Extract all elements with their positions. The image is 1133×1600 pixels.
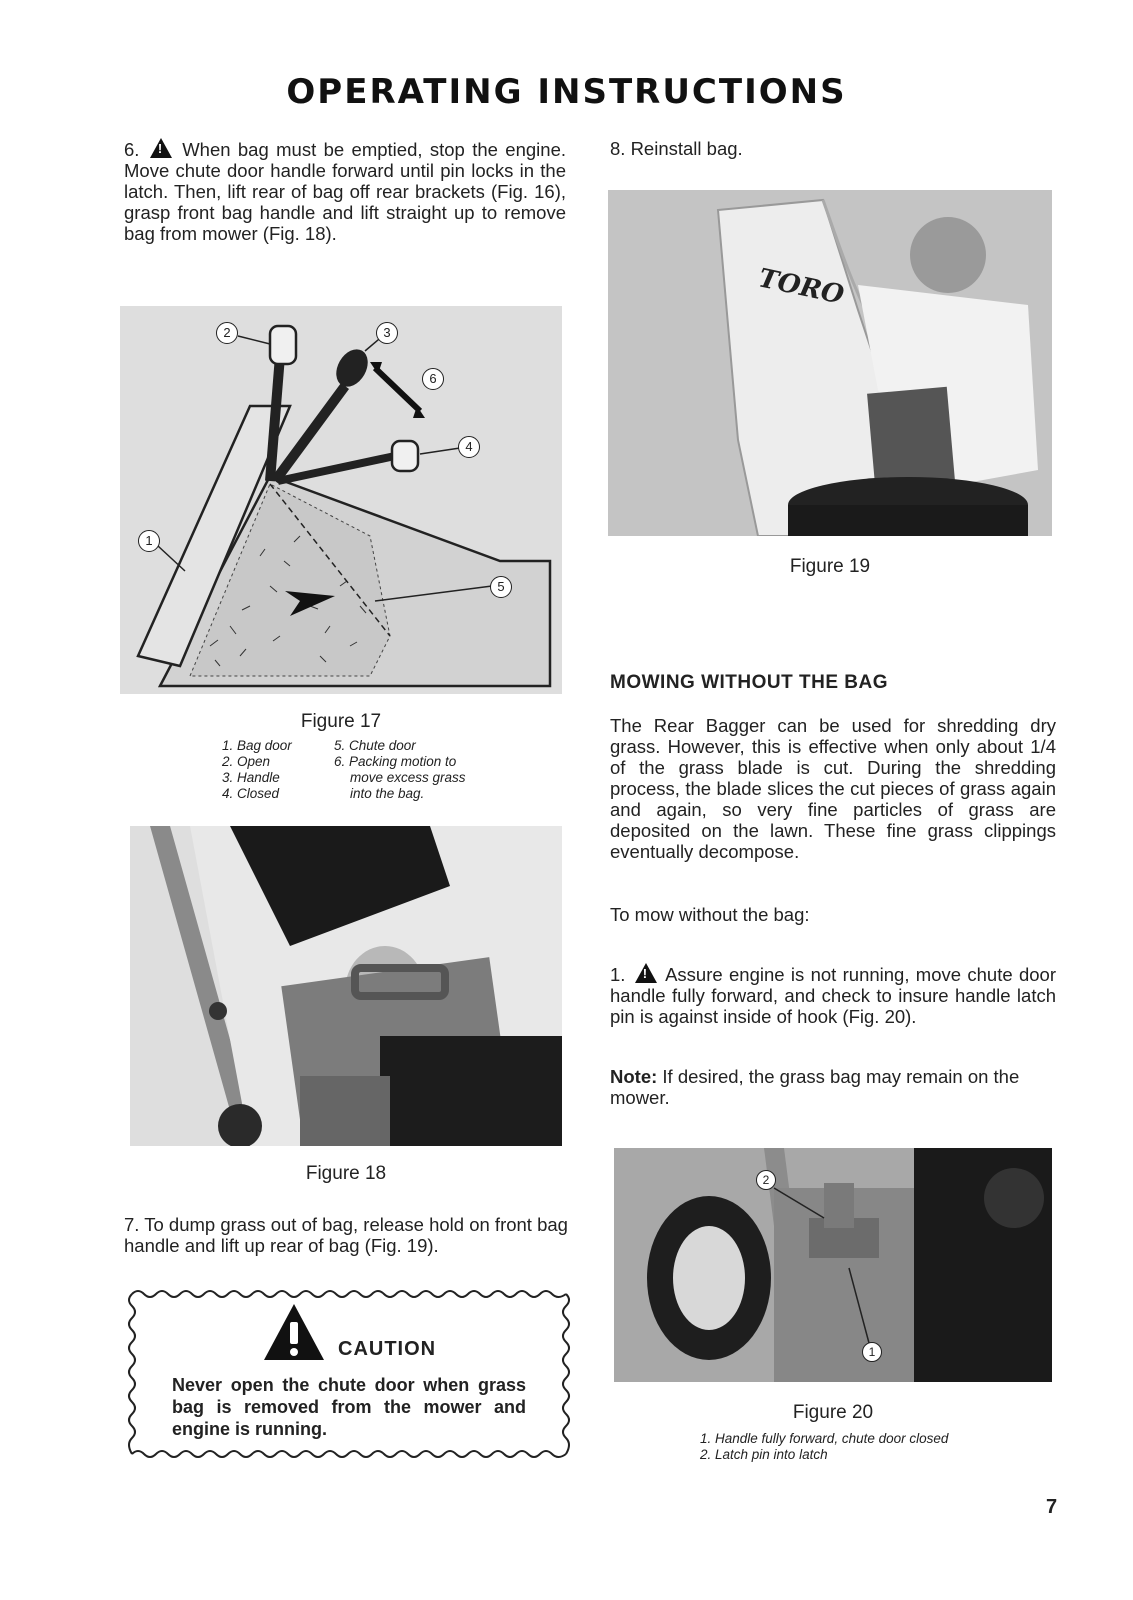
step-6-number: 6.	[124, 139, 140, 160]
legend-item: move excess grass	[350, 770, 466, 785]
warning-icon	[635, 963, 657, 983]
mowing-step-1-number: 1.	[610, 964, 626, 985]
mowing-note	[610, 1066, 1060, 1108]
legend-item: 5. Chute door	[334, 738, 416, 753]
figure-17-callout-4: 4	[458, 436, 480, 458]
warning-icon	[150, 138, 172, 158]
toro-bag-logo: TORO	[755, 263, 847, 311]
caution-box	[126, 1286, 572, 1462]
figure-20-legend	[700, 1431, 1040, 1463]
page-number: 7	[1046, 1496, 1058, 1518]
legend-item: 4. Closed	[222, 786, 280, 801]
figure-17-callout-2: 2	[216, 322, 238, 344]
note-text: If desired, the grass bag may remain on the mower.	[610, 1066, 1020, 1108]
figure-20-photo	[614, 1148, 1052, 1382]
figure-17-callout-6: 6	[422, 368, 444, 390]
figure-18-caption: Figure 18	[305, 1163, 387, 1184]
figure-17-legend-left	[222, 738, 332, 802]
step-7-paragraph: 7. To dump grass out of bag, release hold on front bag handle and lift up rear of bag (Fig. 19).	[124, 1214, 568, 1256]
caution-warning-icon	[262, 1302, 326, 1362]
figure-20-callout-2: 2	[756, 1170, 776, 1190]
mowing-paragraph: The Rear Bagger can be used for shredding dry grass. However, this is effective when only about 1/4 of the grass blade is cut. During the shredding process, the blade slices the cut pieces of grass again and again, so very fine particles of grass are deposited on the lawn. These fine grass clippings eventually decompose.	[610, 715, 1056, 862]
figure-18-photo	[130, 826, 562, 1146]
caution-text: Never open the chute door when grass bag is removed from the mower and engine is running.	[172, 1375, 526, 1439]
figure-20-drawing	[614, 1148, 1052, 1382]
mowing-step-1	[610, 963, 1056, 1027]
step-8-paragraph: 8. Reinstall bag.	[610, 138, 743, 159]
mowing-heading: MOWING WITHOUT THE BAG	[610, 672, 889, 693]
figure-20-caption: Figure 20	[792, 1402, 874, 1423]
figure-17-illustration	[120, 306, 562, 694]
mowing-intro: To mow without the bag:	[610, 904, 810, 925]
mowing-step-1-text: Assure engine is not running, move chute door handle fully forward, and check to insure handle latch pin is against inside of hook (Fig. 20).	[610, 964, 1056, 1027]
legend-item: 1. Bag door	[222, 738, 292, 753]
legend-item: into the bag.	[350, 786, 425, 801]
figure-17-drawing	[120, 306, 562, 694]
figure-17-legend-right	[334, 738, 514, 802]
step-6-paragraph	[124, 138, 566, 244]
figure-17-callout-3: 3	[376, 322, 398, 344]
figure-19-drawing	[608, 190, 1052, 536]
figure-19-caption: Figure 19	[789, 556, 871, 577]
figure-17-callout-5: 5	[490, 576, 512, 598]
legend-item: 2. Latch pin into latch	[700, 1447, 828, 1462]
page-title: OPERATING INSTRUCTIONS	[286, 72, 847, 112]
caution-heading: CAUTION	[338, 1338, 437, 1360]
figure-19-photo	[608, 190, 1052, 536]
legend-item: 2. Open	[222, 754, 271, 769]
step-6-text: When bag must be emptied, stop the engine. Move chute door handle forward until pin locks in the latch. Then, lift rear of bag off rear brackets (Fig. 16), grasp front bag handle and lift straight up to remove bag from mower (Fig. 18).	[124, 139, 566, 244]
figure-20-callout-1: 1	[862, 1342, 882, 1362]
legend-item: 3. Handle	[222, 770, 280, 785]
legend-item: 1. Handle fully forward, chute door closed	[700, 1431, 949, 1446]
note-label: Note:	[610, 1066, 658, 1087]
figure-17-caption: Figure 17	[300, 711, 382, 732]
figure-17-callout-1: 1	[138, 530, 160, 552]
figure-18-drawing	[130, 826, 562, 1146]
legend-item: 6. Packing motion to	[334, 754, 457, 769]
